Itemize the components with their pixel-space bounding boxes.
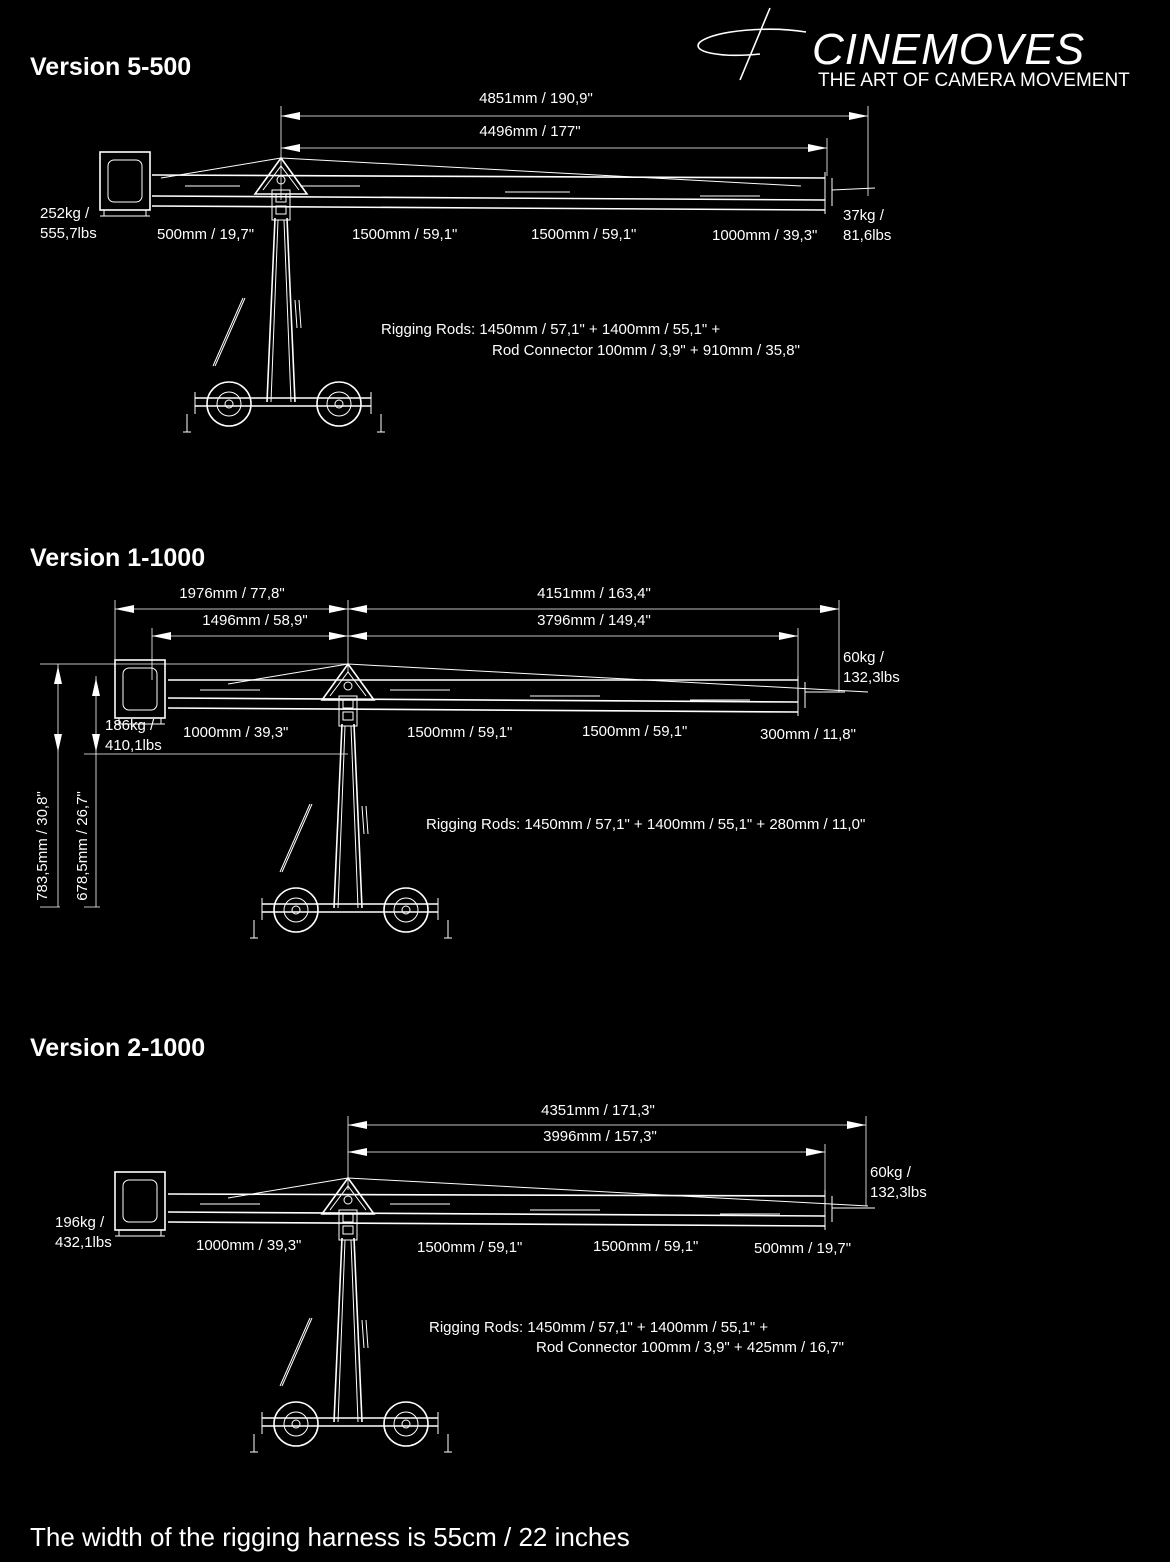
dimension-total — [348, 585, 839, 692]
payload-label-1: 37kg / — [843, 207, 884, 224]
dimension-total-label: 4151mm / 163,4" — [537, 585, 651, 602]
dimension-arm-label: 4496mm / 177" — [479, 123, 581, 140]
rigging-rods-label: Rigging Rods: 1450mm / 57,1" + 1400mm / 55,1" + — [429, 1319, 769, 1336]
segment-label: 300mm / 11,8" — [760, 726, 856, 743]
brand-logo — [698, 8, 1130, 91]
dimension-left-total — [115, 585, 348, 700]
rigging-rods-label: Rod Connector 100mm / 3,9" + 425mm / 16,7" — [536, 1339, 844, 1356]
segment-label: 1000mm / 39,3" — [196, 1237, 302, 1254]
version-title: Version 2-1000 — [30, 1034, 206, 1062]
payload-label-2: 132,3lbs — [870, 1184, 927, 1201]
dimension-arm — [348, 1128, 825, 1196]
dimension-total-label: 4851mm / 190,9" — [479, 90, 593, 107]
footer-note: The width of the rigging harness is 55cm / 22 inches — [30, 1522, 630, 1552]
rigging-rods-label: Rigging Rods: 1450mm / 57,1" + 1400mm / 55,1" + 280mm / 11,0" — [426, 816, 866, 833]
dimension-left-arm — [152, 612, 348, 680]
version-5-500 — [30, 53, 891, 432]
segment-label: 1000mm / 39,3" — [712, 227, 818, 244]
segment-label: 1000mm / 39,3" — [183, 724, 289, 741]
height-outer-label: 783,5mm / 30,8" — [34, 791, 51, 901]
payload-label-1: 60kg / — [843, 649, 884, 666]
version-1-1000 — [30, 544, 900, 938]
segment-label: 1500mm / 59,1" — [407, 724, 513, 741]
crane-drawing — [115, 660, 868, 938]
dimension-left-total-label: 1976mm / 77,8" — [179, 585, 285, 602]
crane-drawing — [100, 152, 875, 432]
rigging-rods-label: Rigging Rods: 1450mm / 57,1" + 1400mm / 55,1" + — [381, 321, 721, 338]
payload-label-1: 60kg / — [870, 1164, 911, 1181]
dimension-arm — [281, 123, 827, 176]
brand-name: CINEMOVES — [812, 25, 1086, 74]
counterweight-label-1: 252kg / — [40, 205, 90, 222]
segment-label: 1500mm / 59,1" — [531, 226, 637, 243]
segment-label: 1500mm / 59,1" — [593, 1238, 699, 1255]
segment-label: 1500mm / 59,1" — [352, 226, 458, 243]
brand-swoosh — [698, 8, 806, 80]
crane-drawing — [115, 1172, 875, 1452]
counterweight-label-2: 555,7lbs — [40, 225, 97, 242]
dimension-height — [34, 664, 348, 907]
rigging-rods-label: Rod Connector 100mm / 3,9" + 910mm / 35,8" — [492, 342, 800, 359]
height-inner-label: 678,5mm / 26,7" — [74, 791, 91, 901]
dimension-total — [281, 90, 868, 200]
payload-label-2: 81,6lbs — [843, 227, 892, 244]
counterweight-label-2: 410,1lbs — [105, 737, 162, 754]
version-title: Version 1-1000 — [30, 544, 206, 572]
version-title: Version 5-500 — [30, 53, 192, 81]
dimension-arm-label: 3796mm / 149,4" — [537, 612, 651, 629]
segment-label: 500mm / 19,7" — [754, 1240, 852, 1257]
dimension-total-label: 4351mm / 171,3" — [541, 1102, 655, 1119]
counterweight-label-1: 186kg / — [105, 717, 155, 734]
counterweight-label-2: 432,1lbs — [55, 1234, 112, 1251]
dimension-total — [348, 1102, 866, 1206]
segment-label: 1500mm / 59,1" — [582, 723, 688, 740]
brand-tagline: THE ART OF CAMERA MOVEMENT — [818, 70, 1130, 91]
segment-label: 500mm / 19,7" — [157, 226, 255, 243]
version-2-1000 — [30, 1034, 927, 1452]
dimension-arm-label: 3996mm / 157,3" — [543, 1128, 657, 1145]
payload-label-2: 132,3lbs — [843, 669, 900, 686]
counterweight-label-1: 196kg / — [55, 1214, 105, 1231]
dimension-left-arm-label: 1496mm / 58,9" — [202, 612, 308, 629]
dimension-arm — [348, 612, 798, 680]
segment-label: 1500mm / 59,1" — [417, 1239, 523, 1256]
